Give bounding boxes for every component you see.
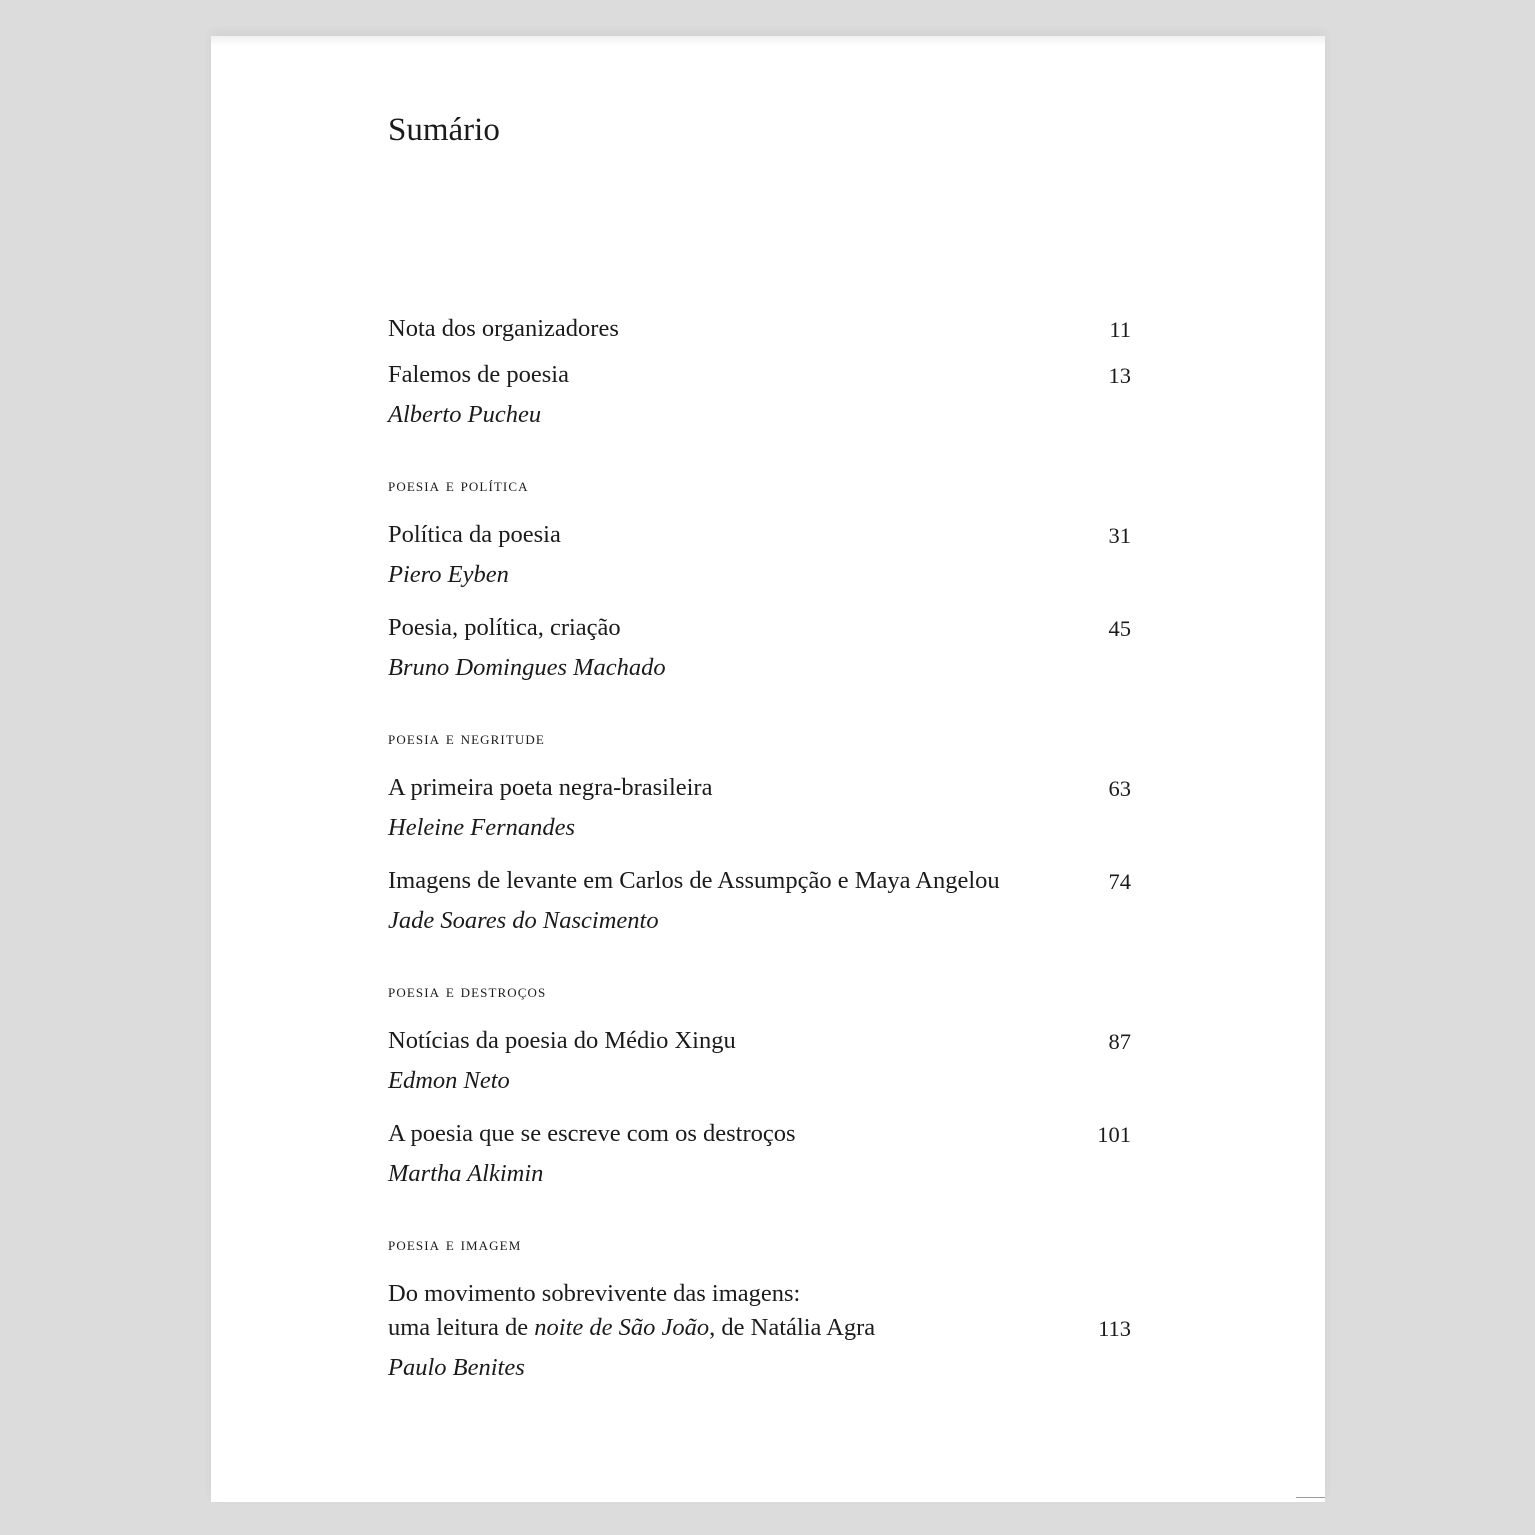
toc-entry-author: Piero Eyben bbox=[388, 561, 509, 588]
toc-entry-author: Martha Alkimin bbox=[388, 1160, 544, 1187]
page-top-shadow bbox=[211, 36, 1325, 46]
toc-entry-author: Jade Soares do Nascimento bbox=[388, 907, 659, 934]
toc-section-heading: poesia e negritude bbox=[388, 729, 545, 749]
title-text-suffix: , de Natália Agra bbox=[709, 1314, 876, 1341]
toc-entry-author: Alberto Pucheu bbox=[388, 401, 542, 428]
toc-section-heading: poesia e política bbox=[388, 476, 529, 496]
toc-entry-title: Falemos de poesia bbox=[388, 361, 569, 388]
toc-entry-author: Bruno Domingues Machado bbox=[388, 654, 666, 681]
toc-entry-title-line1: Do movimento sobrevivente das imagens: bbox=[388, 1280, 801, 1307]
toc-entry-page: 13 bbox=[1108, 363, 1131, 388]
title-text-prefix: uma leitura de bbox=[388, 1314, 535, 1341]
toc-entry-title: Nota dos organizadores bbox=[388, 315, 619, 342]
toc-entry-page: 87 bbox=[1108, 1029, 1131, 1054]
toc-entry-title: A primeira poeta negra-brasileira bbox=[388, 774, 713, 801]
toc-section-heading: poesia e imagem bbox=[388, 1235, 522, 1255]
toc-entry-title: Poesia, política, criação bbox=[388, 614, 621, 641]
toc-entry-page: 45 bbox=[1108, 616, 1131, 641]
toc-title: Sumário bbox=[388, 112, 500, 148]
toc-entry-author: Paulo Benites bbox=[388, 1354, 525, 1381]
toc-entry-page: 74 bbox=[1108, 869, 1131, 894]
page-corner-mark bbox=[1296, 1497, 1325, 1498]
toc-entry-page: 101 bbox=[1097, 1122, 1131, 1147]
toc-entry-page: 31 bbox=[1108, 523, 1131, 548]
document-page bbox=[211, 36, 1325, 1502]
toc-entry-title: Política da poesia bbox=[388, 521, 561, 548]
toc-entry-title-line2 bbox=[388, 1316, 875, 1341]
toc-entry-title: Notícias da poesia do Médio Xingu bbox=[388, 1027, 736, 1054]
toc-entry-page: 11 bbox=[1109, 317, 1131, 342]
work-title-italic: noite de São João bbox=[534, 1314, 710, 1341]
toc-entry-page: 113 bbox=[1098, 1316, 1131, 1341]
toc-entry-title: A poesia que se escreve com os destroços bbox=[388, 1120, 796, 1147]
toc-entry-author: Heleine Fernandes bbox=[388, 814, 576, 841]
toc-entry-page: 63 bbox=[1108, 776, 1131, 801]
toc-entry-author: Edmon Neto bbox=[388, 1067, 510, 1094]
toc-section-heading: poesia e destroços bbox=[388, 982, 547, 1002]
toc-entry-title: Imagens de levante em Carlos de Assumpção e Maya Angelou bbox=[388, 867, 1000, 894]
